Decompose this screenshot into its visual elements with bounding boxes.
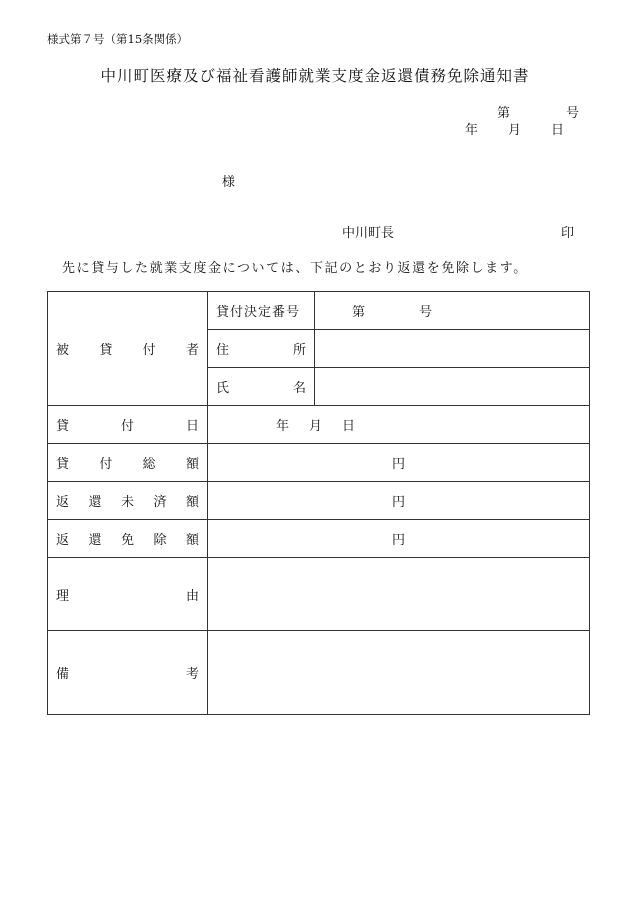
label-char: 額 [185,457,199,472]
label-char: 返 [56,495,70,510]
remarks-field[interactable] [208,631,590,715]
unpaid-amount-field[interactable] [208,482,590,520]
decision-number-label: 貸付決定番号 [208,292,315,330]
label-char: 還 [88,533,102,548]
date-day: 日 [551,123,565,138]
label-char: 考 [185,667,199,682]
date-year: 年 [465,123,479,138]
label-char: 貸 [99,343,113,358]
label-char: 名 [292,381,306,396]
loan-date-day: 日 [342,419,356,434]
label-char: 総 [142,457,156,472]
loan-date-month: 月 [309,419,323,434]
name-label [208,368,315,406]
label-char: 付 [99,457,113,472]
label-char: 還 [88,495,102,510]
label-char: 住 [216,343,230,358]
label-char: 者 [185,343,199,358]
decision-number-field[interactable] [315,292,590,330]
label-char: 免 [120,533,134,548]
doc-number-prefix: 第 [497,106,511,121]
yen-unit: 円 [391,495,405,510]
form-number: 様式第７号（第15条関係） [47,32,189,46]
reason-field[interactable] [208,558,590,631]
name-field[interactable] [315,368,590,406]
label-char: 付 [120,419,134,434]
label-char: 氏 [216,381,230,396]
label-char: 由 [185,588,199,604]
loan-total-field[interactable] [208,444,590,482]
unpaid-amount-label [48,482,208,520]
yen-unit: 円 [391,457,405,472]
issuer-name: 中川町長 [342,226,395,241]
label-char: 貸 [56,457,70,472]
document-date [465,119,564,138]
label-char: 被 [56,343,70,358]
decision-number-suffix: 号 [419,305,433,320]
remarks-label [48,631,208,715]
date-month: 月 [508,123,522,138]
borrower-label-cell [48,292,208,406]
label-char: 日 [185,419,199,434]
exempt-amount-label [48,520,208,558]
label-char: 返 [56,533,70,548]
seal-mark: 印 [561,226,575,241]
addressee-honorific: 様 [222,175,236,190]
label-char: 額 [185,533,199,548]
document-title: 中川町医療及び福祉看護師就業支度金返還債務免除通知書 [100,67,530,85]
label-char: 貸 [56,419,70,434]
label-char: 付 [142,343,156,358]
reason-label [48,558,208,631]
exemption-table [47,291,590,715]
loan-total-label [48,444,208,482]
loan-date-field[interactable] [208,406,590,444]
label-char: 所 [292,343,306,358]
label-char: 備 [56,667,70,682]
address-label [208,330,315,368]
intro-text: 先に貸与した就業支度金については、下記のとおり返還を免除します。 [62,261,528,276]
doc-number-suffix: 号 [566,106,580,121]
yen-unit: 円 [391,533,405,548]
label-char: 除 [153,533,167,548]
label-char: 額 [185,495,199,510]
label-char: 未 [120,495,134,510]
exempt-amount-field[interactable] [208,520,590,558]
decision-number-prefix: 第 [352,305,366,320]
loan-date-year: 年 [276,419,290,434]
label-char: 理 [56,588,70,604]
label-char: 済 [153,495,167,510]
loan-date-label [48,406,208,444]
address-field[interactable] [315,330,590,368]
